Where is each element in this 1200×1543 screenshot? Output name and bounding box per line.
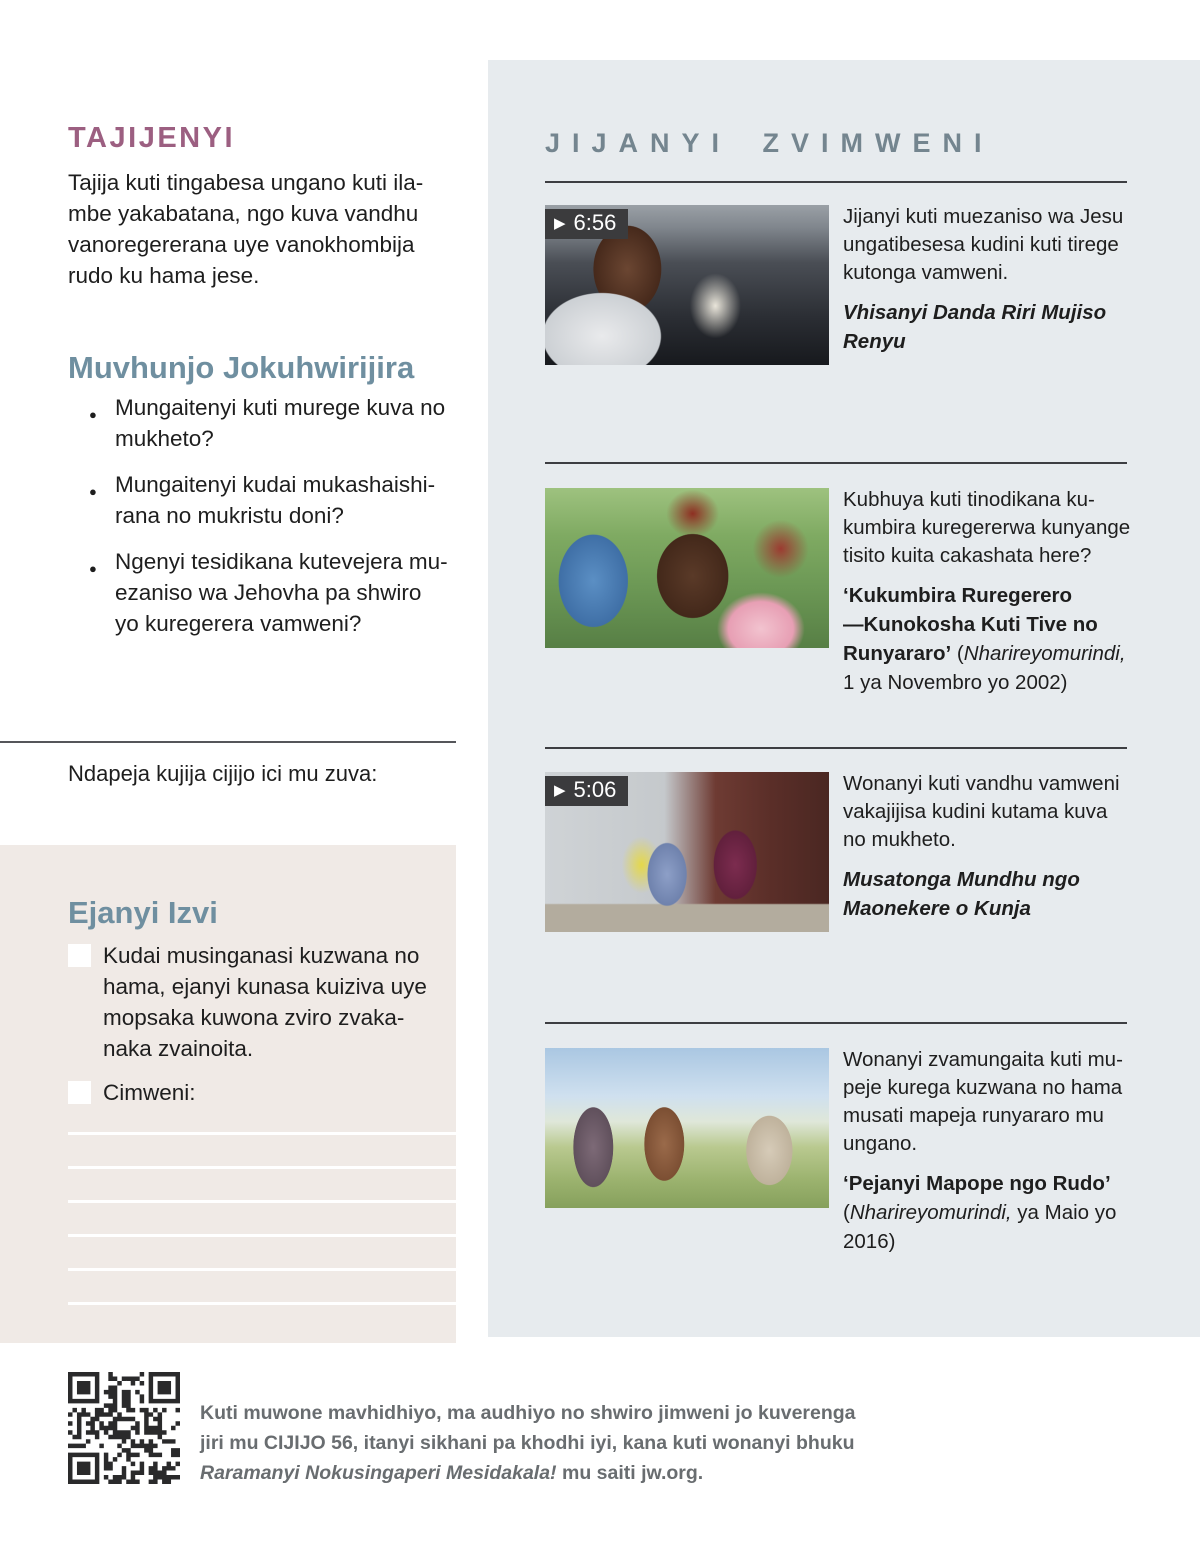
video-duration-badge xyxy=(545,776,628,806)
checkbox[interactable] xyxy=(68,944,91,967)
question-item: ● Mungaitenyi kuti murege kuva no mukheto? xyxy=(68,392,448,454)
book-title: Raramanyi Nokusingaperi Mesidakala! xyxy=(200,1462,557,1484)
video-duration: 5:06 xyxy=(573,777,617,802)
divider xyxy=(0,741,456,743)
publication-name: Nharireyomurindi, xyxy=(849,1201,1012,1224)
answer-line[interactable] xyxy=(68,1166,456,1169)
checkbox[interactable] xyxy=(68,1081,91,1104)
media-item-text: Wonanyi kuti vandhu vamweni vakajijisa kudini kutama kuva no mukheto. Musatonga Mundhu ngo Maonekere o Kunja xyxy=(843,770,1153,923)
divider xyxy=(545,462,1127,464)
answer-line[interactable] xyxy=(68,1234,456,1237)
panel-title: JIJANYI ZVIMWENI xyxy=(545,128,994,159)
intro-paragraph: Tajija kuti tingabesa ungano kuti ila- mbe yakabatana, ngo kuva vandhu vanoregererana uye vanokhombija rudo ku hama jese. xyxy=(68,170,424,288)
question-list xyxy=(68,392,448,654)
article-reference: ‘Kukumbira Ruregerero —Kunokosha Kuti Tive no Runyararo’ (Nharireyomurindi, 1 ya Novembro yo 2002) xyxy=(843,584,1126,694)
media-item-text: Kubhuya kuti tinodikana ku- kumbira kuregererwa kunyange tisito kuita cakashata here? ‘Kukumbira Ruregerero —Kunokosha Kuti Tive no Runyararo’ (Nharireyomurindi, 1 ya Novembro yo 2002) xyxy=(843,486,1153,697)
play-icon: ▶ xyxy=(554,781,566,799)
qr-code[interactable] xyxy=(68,1372,180,1484)
article-reference: ‘Pejanyi Mapope ngo Rudo’ (Nharireyomurindi, ya Maio yo 2016) xyxy=(843,1172,1117,1253)
question-item: ● Mungaitenyi kudai mukashaishi- rana no mukristu doni? xyxy=(68,469,448,531)
question-item: ● Ngenyi tesidikana kutevejera mu- ezaniso wa Jehovha pa shwiro yo kuregerera vamweni? xyxy=(68,546,448,639)
answer-line[interactable] xyxy=(68,1302,456,1305)
divider xyxy=(545,747,1127,749)
video-title: Vhisanyi Danda Riri Mujiso Renyu xyxy=(843,301,1107,353)
footer-note: Kuti muwone mavhidhiyo, ma audhiyo no shwiro jimweni jo kuverenga jiri mu CIJIJO 56, itanyi sikhani pa khodhi iyi, kana kuti wonanyi bhuku Raramanyi Nokusingaperi Mesidakala! mu saiti jw.org. xyxy=(200,1402,856,1484)
publication-name: Nharireyomurindi, xyxy=(963,642,1126,665)
play-icon: ▶ xyxy=(554,214,566,232)
checklist-item: Kudai musinganasi kuzwana no hama, ejanyi kunasa kuiziva uye mopsaka kuwona zviro zvaka- naka zvainoita. xyxy=(68,940,427,1064)
video-thumbnail-ministry-cart[interactable] xyxy=(545,772,829,932)
media-item-text: Jijanyi kuti muezaniso wa Jesu ungatibesesa kudini kuti tirege kutonga vamweni. Vhisanyi Danda Riri Mujiso Renyu xyxy=(843,203,1153,356)
answer-line[interactable] xyxy=(68,1200,456,1203)
action-box-title: Ejanyi Izvi xyxy=(68,894,218,930)
media-item-text: Wonanyi zvamungaita kuti mu- peje kurega kuzwana no hama musati mapeja runyararo mu ungano. ‘Pejanyi Mapope ngo Rudo’ (Nharireyomurindi, ya Maio yo 2016) xyxy=(843,1046,1153,1256)
illustration-israelites-reconciliation[interactable] xyxy=(545,1048,829,1208)
answer-line[interactable] xyxy=(68,1268,456,1271)
watch-more-panel xyxy=(488,60,1200,1337)
section-title-questions: Muvhunjo Jokuhwirijira xyxy=(68,349,415,385)
answer-line[interactable] xyxy=(68,1132,456,1135)
divider xyxy=(545,1022,1127,1024)
illustration-congregation-gathering[interactable] xyxy=(545,488,829,648)
review-prompt: Ndapeja kujija cijijo ici mu zuva: xyxy=(68,761,378,786)
section-title-tajijenyi: TAJIJENYI xyxy=(68,122,236,155)
video-duration-badge xyxy=(545,209,628,239)
checklist-item: Cimweni: xyxy=(68,1077,196,1108)
video-title: Musatonga Mundhu ngo Maonekere o Kunja xyxy=(843,868,1080,920)
video-duration: 6:56 xyxy=(573,210,617,235)
video-thumbnail-man-in-car[interactable] xyxy=(545,205,829,365)
divider xyxy=(545,181,1127,183)
action-box xyxy=(0,845,456,1343)
